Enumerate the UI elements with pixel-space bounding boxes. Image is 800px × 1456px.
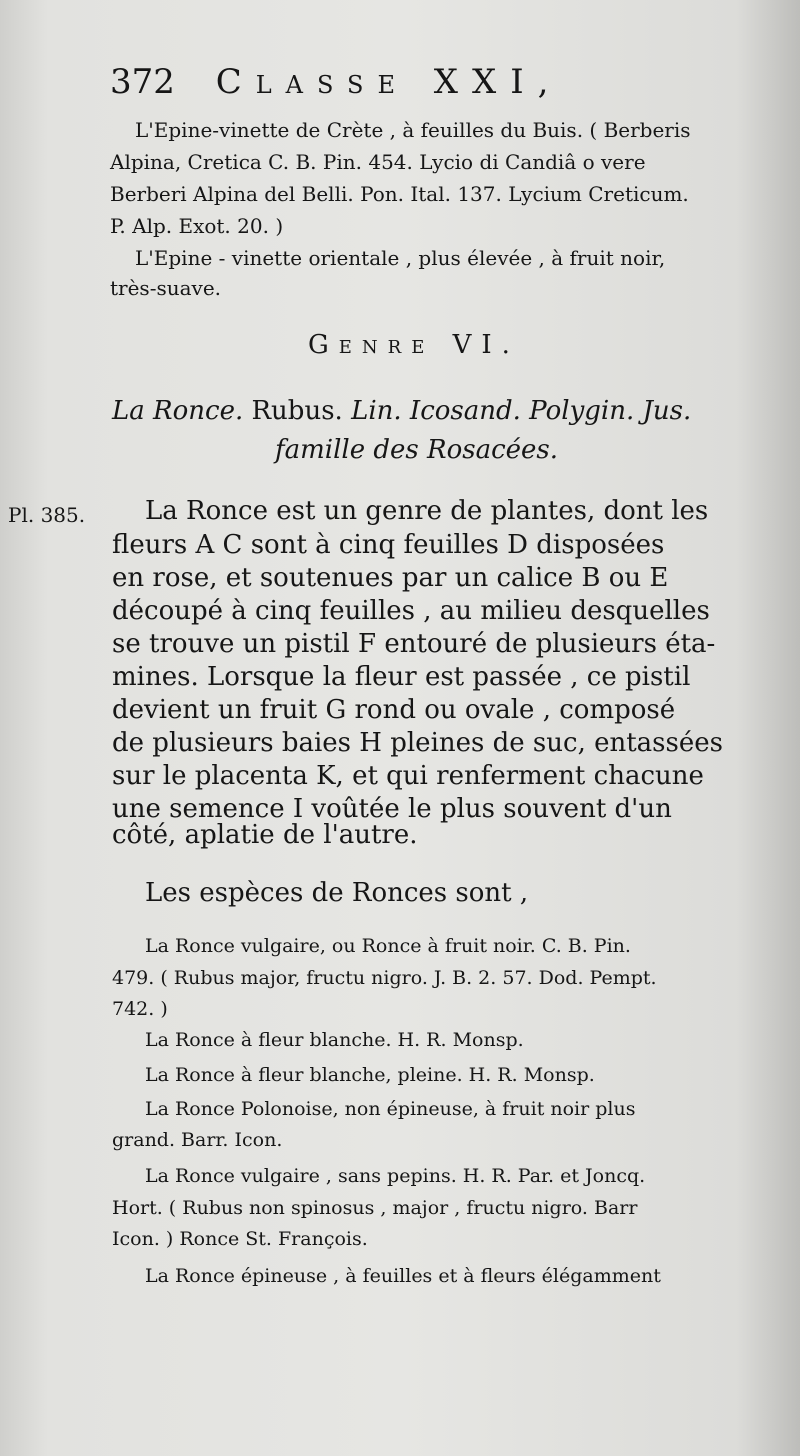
intro-line: Alpina, Cretica C. B. Pin. 454. Lycio di Candiâ o vere xyxy=(110,150,646,174)
species-line: La Ronce à fleur blanche. H. R. Monsp. xyxy=(145,1029,524,1051)
genus-title-line-1 xyxy=(112,396,691,426)
intro-line: L'Epine-vinette de Crète , à feuilles du Buis. ( Berberis xyxy=(135,118,691,142)
description-line: La Ronce est un genre de plantes, dont les xyxy=(145,496,709,526)
genus-reference: Lin. Icosand. Polygin. Jus. xyxy=(351,396,692,426)
species-line: 479. ( Rubus major, fructu nigro. J. B. 2. 57. Dod. Pempt. xyxy=(112,967,657,989)
genus-name: La Ronce. xyxy=(112,396,244,426)
description-line: une semence I voûtée le plus souvent d'un xyxy=(112,794,672,824)
description-line: découpé à cinq feuilles , au milieu desquelles xyxy=(112,596,710,626)
species-line: 742. ) xyxy=(112,998,168,1020)
description-line: de plusieurs baies H pleines de suc, entassées xyxy=(112,728,723,758)
species-line: La Ronce vulgaire, ou Ronce à fruit noir. C. B. Pin. xyxy=(145,935,631,957)
description-line: côté, aplatie de l'autre. xyxy=(112,820,418,850)
species-line: La Ronce à fleur blanche, pleine. H. R. Monsp. xyxy=(145,1064,595,1086)
plate-reference: Pl. 385. xyxy=(8,503,86,527)
species-line: Icon. ) Ronce St. François. xyxy=(112,1228,368,1250)
genus-family: famille des Rosacées. xyxy=(275,435,559,465)
intro-line: très-suave. xyxy=(110,276,222,300)
description-line: fleurs A C sont à cinq feuilles D disposées xyxy=(112,530,665,560)
genre-heading: Genre VI. xyxy=(308,330,520,360)
intro-line: L'Epine - vinette orientale , plus élevée , à fruit noir, xyxy=(135,246,666,270)
description-line: sur le placenta K, et qui renferment chacune xyxy=(112,761,704,791)
intro-line: P. Alp. Exot. 20. ) xyxy=(110,214,284,238)
species-line: Hort. ( Rubus non spinosus , major , fructu nigro. Barr xyxy=(112,1197,638,1219)
description-line: se trouve un pistil F entouré de plusieurs éta- xyxy=(112,629,716,659)
species-line: La Ronce vulgaire , sans pepins. H. R. Par. et Joncq. xyxy=(145,1165,646,1187)
species-line: grand. Barr. Icon. xyxy=(112,1129,283,1151)
species-line: La Ronce épineuse , à feuilles et à fleurs élégamment xyxy=(145,1265,661,1287)
page-header xyxy=(110,62,562,102)
description-line: mines. Lorsque la fleur est passée , ce pistil xyxy=(112,662,691,692)
genus-latin: Rubus. xyxy=(243,396,352,426)
species-line: La Ronce Polonoise, non épineuse, à fruit noir plus xyxy=(145,1098,636,1120)
intro-line: Berberi Alpina del Belli. Pon. Ital. 137. Lycium Creticum. xyxy=(110,182,689,206)
classe-title: Classe XXI, xyxy=(215,62,563,102)
species-heading: Les espèces de Ronces sont , xyxy=(145,878,529,908)
page-number: 372 xyxy=(110,62,175,102)
description-line: en rose, et soutenues par un calice B ou E xyxy=(112,563,669,593)
description-line: devient un fruit G rond ou ovale , composé xyxy=(112,695,676,725)
